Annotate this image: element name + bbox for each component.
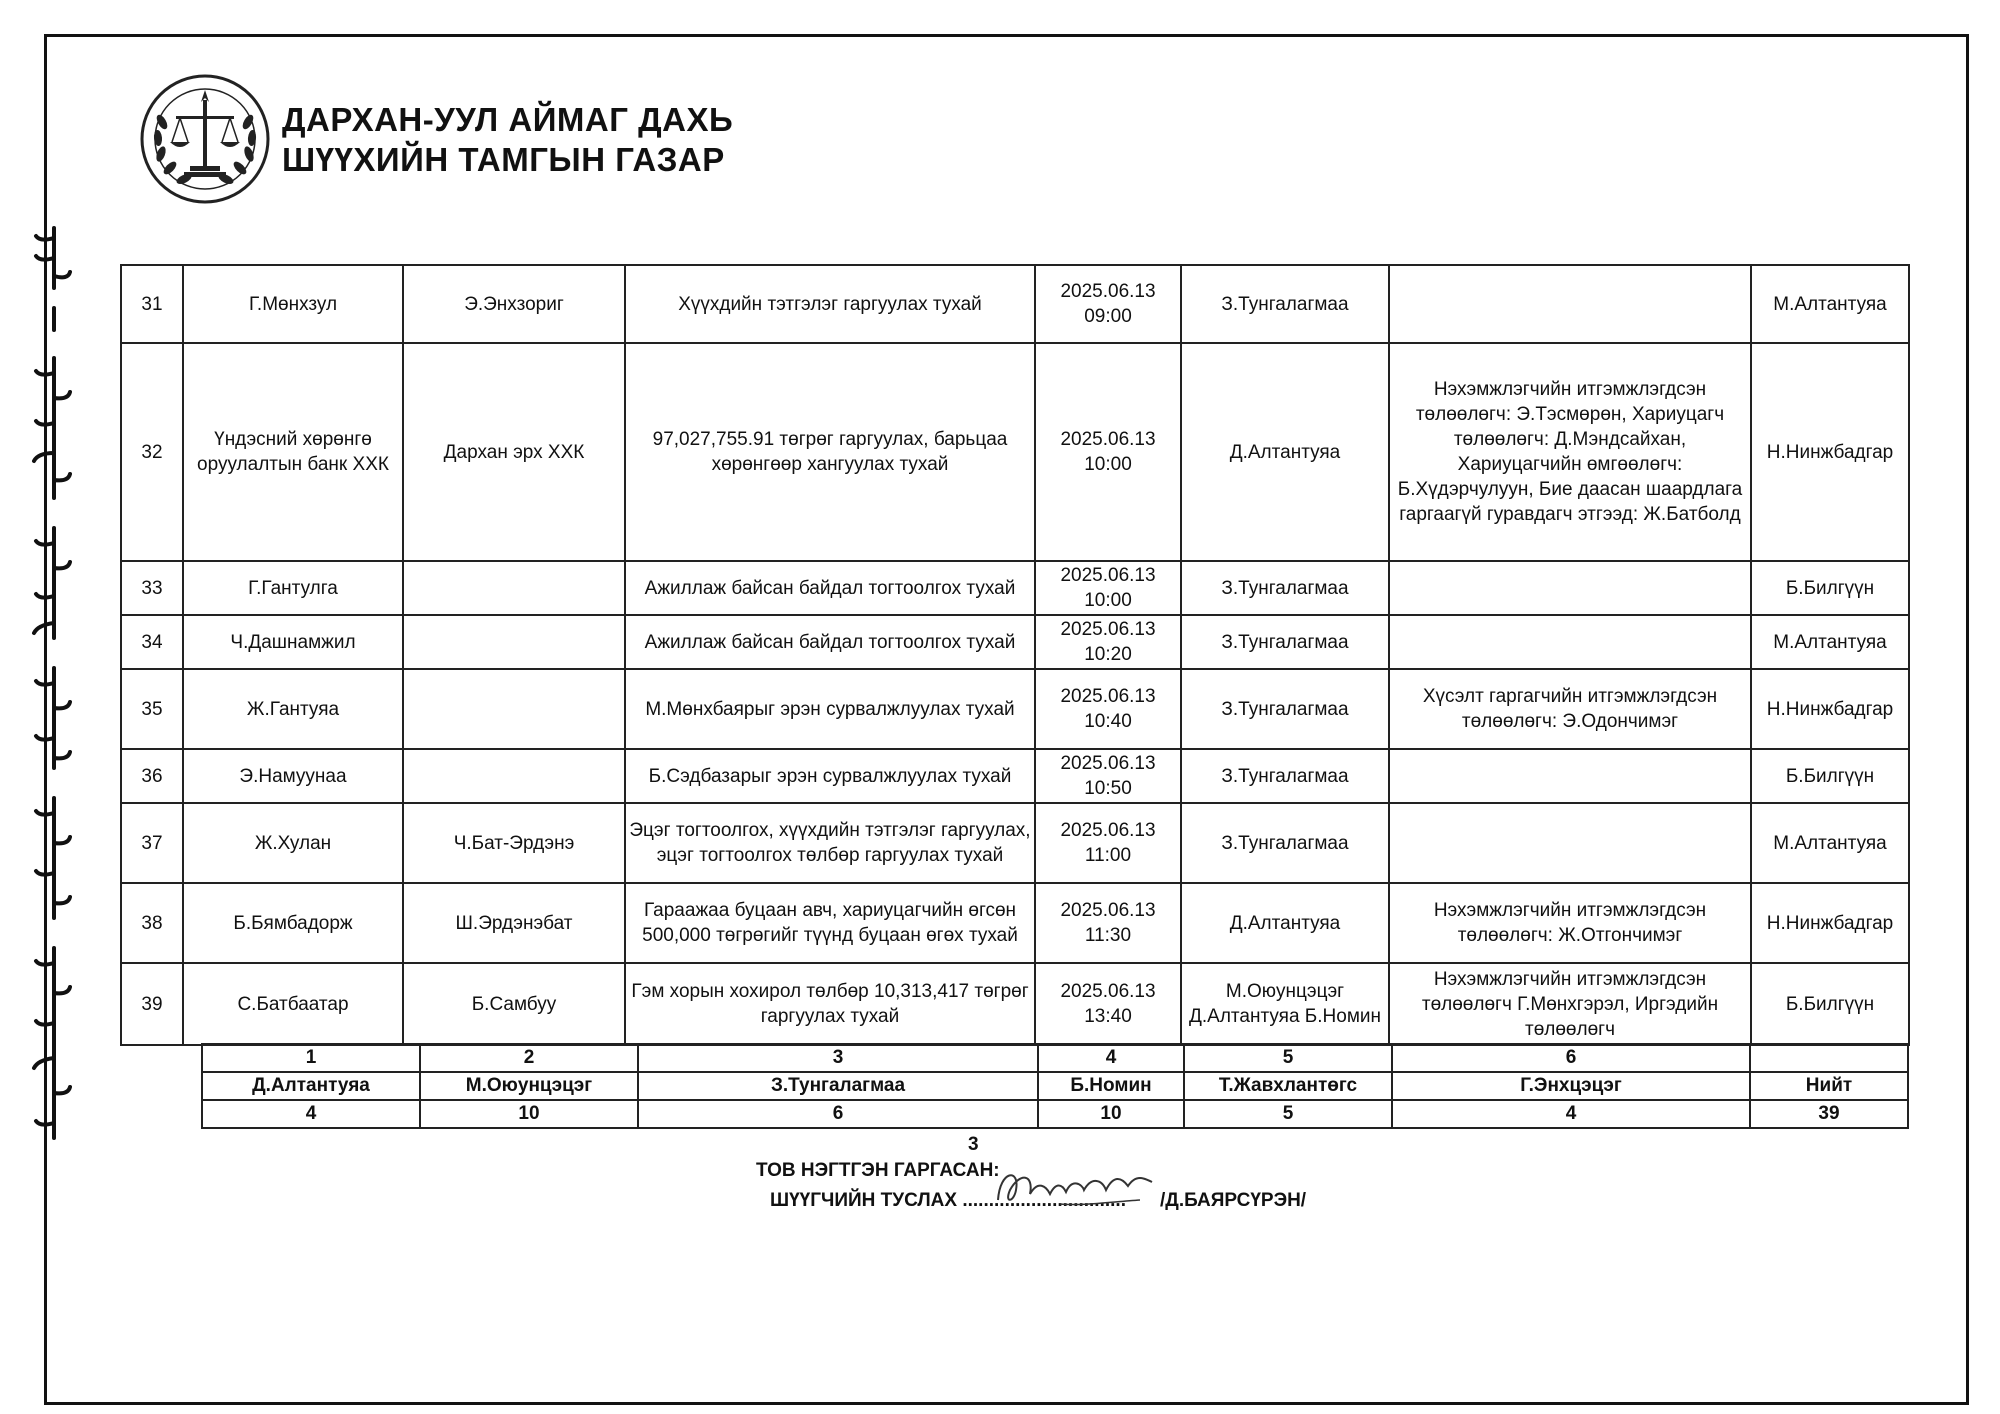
hearing-time: 09:00 bbox=[1084, 306, 1132, 327]
plaintiff-cell: Ж.Гантуяа bbox=[183, 669, 403, 749]
judge-cell: З.Тунгалагмаа bbox=[1181, 561, 1389, 615]
subject-cell: Б.Сэдбазарыг эрэн сурвалжлуулах тухай bbox=[625, 749, 1035, 803]
hearing-date: 2025.06.13 bbox=[1060, 753, 1156, 774]
hearing-datetime-cell bbox=[1035, 561, 1181, 615]
extra-number: 3 bbox=[968, 1134, 979, 1155]
subject-cell: 97,027,755.91 төгрөг гаргуулах, барьцаа хөрөнгөөр хангуулах тухай bbox=[625, 343, 1035, 561]
participants-cell: Нэхэмжлэгчийн итгэмжлэгдсэн төлөөлөгч: Э.Тэсмөрөн, Хариуцагч төлөөлөгч: Д.Мэндсайхан, Хариуцагчийн өмгөөлөгч: Б.Хүдэрчулуун, Бие даасан шаардлага гаргаагүй гуравдагч этгээд: Ж.Батболд bbox=[1389, 343, 1751, 561]
summary-row-counts bbox=[140, 1100, 1908, 1128]
hearing-date: 2025.06.13 bbox=[1060, 820, 1156, 841]
judge-cell: М.Оюунцэцэг Д.Алтантуяа Б.Номин bbox=[1181, 963, 1389, 1045]
defendant-cell bbox=[403, 561, 625, 615]
table-row bbox=[121, 963, 1909, 1045]
participants-cell: Хүсэлт гаргагчийн итгэмжлэгдсэн төлөөлөгч: Э.Одончимэг bbox=[1389, 669, 1751, 749]
participants-cell: Нэхэмжлэгчийн итгэмжлэгдсэн төлөөлөгч Г.Мөнхгэрэл, Иргэдийн төлөөлөгч bbox=[1389, 963, 1751, 1045]
assistant-cell: Б.Билгүүн bbox=[1751, 963, 1909, 1045]
no-cell: 33 bbox=[121, 561, 183, 615]
plaintiff-cell: С.Батбаатар bbox=[183, 963, 403, 1045]
judge-cell: З.Тунгалагмаа bbox=[1181, 615, 1389, 669]
hearing-time: 10:20 bbox=[1084, 644, 1132, 665]
subject-cell: Ажиллаж байсан байдал тогтоолгох тухай bbox=[625, 615, 1035, 669]
subject-cell: Гэм хорын хохирол төлбөр 10,313,417 төгрөг гаргуулах тухай bbox=[625, 963, 1035, 1045]
summary-counts-cell: 5 bbox=[1184, 1100, 1392, 1128]
table-row bbox=[121, 615, 1909, 669]
defendant-cell bbox=[403, 669, 625, 749]
assistant-cell: Н.Нинжбадгар bbox=[1751, 669, 1909, 749]
hearing-datetime-cell bbox=[1035, 669, 1181, 749]
assistant-cell: Б.Билгүүн bbox=[1751, 561, 1909, 615]
assistant-cell: Н.Нинжбадгар bbox=[1751, 883, 1909, 963]
plaintiff-cell: Г.Гантулга bbox=[183, 561, 403, 615]
hearing-date: 2025.06.13 bbox=[1060, 619, 1156, 640]
hearing-time: 10:00 bbox=[1084, 454, 1132, 475]
participants-cell bbox=[1389, 615, 1751, 669]
plaintiff-cell: Үндэсний хөрөнгө оруулалтын банк ХХК bbox=[183, 343, 403, 561]
summary-spacer-cell bbox=[140, 1044, 202, 1128]
summary-judges-cell: Т.Жавхлантөгс bbox=[1184, 1072, 1392, 1100]
hearing-datetime-cell bbox=[1035, 265, 1181, 343]
judge-cell: З.Тунгалагмаа bbox=[1181, 749, 1389, 803]
hearing-date: 2025.06.13 bbox=[1060, 429, 1156, 450]
judge-cell: Д.Алтантуяа bbox=[1181, 883, 1389, 963]
assistant-name: /Д.БАЯРСҮРЭН/ bbox=[1160, 1190, 1307, 1211]
participants-cell bbox=[1389, 749, 1751, 803]
subject-cell: Эцэг тогтоолгох, хүүхдийн тэтгэлэг гаргуулах, эцэг тогтоолгох төлбөр гаргуулах тухай bbox=[625, 803, 1035, 883]
plaintiff-cell: Ч.Дашнамжил bbox=[183, 615, 403, 669]
summary-counts-cell: 4 bbox=[1392, 1100, 1750, 1128]
assistant-cell: М.Алтантуяа bbox=[1751, 803, 1909, 883]
summary-row-indexes bbox=[140, 1044, 1908, 1072]
summary-indexes-cell: 3 bbox=[638, 1044, 1038, 1072]
summary-indexes-cell: 4 bbox=[1038, 1044, 1184, 1072]
organization-name bbox=[282, 100, 733, 180]
assistant-cell: Н.Нинжбадгар bbox=[1751, 343, 1909, 561]
assistant-label: ШҮҮГЧИЙН ТУСЛАХ ............................... bbox=[770, 1190, 1126, 1211]
org-line-1: ДАРХАН-УУЛ АЙМАГ ДАХЬ bbox=[282, 101, 734, 138]
compiled-label: ТОВ НЭГТГЭН ГАРГАСАН: bbox=[756, 1160, 1000, 1181]
judge-cell: З.Тунгалагмаа bbox=[1181, 669, 1389, 749]
plaintiff-cell: Г.Мөнхзул bbox=[183, 265, 403, 343]
hearing-time: 10:40 bbox=[1084, 711, 1132, 732]
no-cell: 37 bbox=[121, 803, 183, 883]
summary-counts-cell: 10 bbox=[420, 1100, 638, 1128]
no-cell: 31 bbox=[121, 265, 183, 343]
assistant-cell: М.Алтантуяа bbox=[1751, 265, 1909, 343]
summary-counts-cell: 10 bbox=[1038, 1100, 1184, 1128]
defendant-cell: Б.Самбуу bbox=[403, 963, 625, 1045]
hearing-time: 13:40 bbox=[1084, 1006, 1132, 1027]
summary-judges-cell: Б.Номин bbox=[1038, 1072, 1184, 1100]
org-line-2: ШҮҮХИЙН ТАМГЫН ГАЗАР bbox=[282, 141, 725, 178]
summary-counts-cell: 4 bbox=[202, 1100, 420, 1128]
hearing-date: 2025.06.13 bbox=[1060, 281, 1156, 302]
summary-judges-cell: Нийт bbox=[1750, 1072, 1908, 1100]
summary-indexes-cell bbox=[1750, 1044, 1908, 1072]
summary-counts-cell: 39 bbox=[1750, 1100, 1908, 1128]
hearing-datetime-cell bbox=[1035, 803, 1181, 883]
table-row bbox=[121, 343, 1909, 561]
defendant-cell: Дархан эрх ХХК bbox=[403, 343, 625, 561]
subject-cell: Хүүхдийн тэтгэлэг гаргуулах тухай bbox=[625, 265, 1035, 343]
subject-cell: М.Мөнхбаярыг эрэн сурвалжлуулах тухай bbox=[625, 669, 1035, 749]
subject-cell: Ажиллаж байсан байдал тогтоолгох тухай bbox=[625, 561, 1035, 615]
mongolian-script-vertical-text bbox=[14, 218, 84, 1148]
defendant-cell: Ш.Эрдэнэбат bbox=[403, 883, 625, 963]
handwritten-signature-icon bbox=[990, 1160, 1160, 1212]
summary-indexes-cell: 1 bbox=[202, 1044, 420, 1072]
participants-cell bbox=[1389, 561, 1751, 615]
assistant-cell: Б.Билгүүн bbox=[1751, 749, 1909, 803]
no-cell: 32 bbox=[121, 343, 183, 561]
defendant-cell bbox=[403, 749, 625, 803]
table-row bbox=[121, 883, 1909, 963]
hearing-datetime-cell bbox=[1035, 963, 1181, 1045]
judge-cell: З.Тунгалагмаа bbox=[1181, 803, 1389, 883]
summary-judges-cell: Д.Алтантуяа bbox=[202, 1072, 420, 1100]
no-cell: 35 bbox=[121, 669, 183, 749]
judge-cell: З.Тунгалагмаа bbox=[1181, 265, 1389, 343]
participants-cell: Нэхэмжлэгчийн итгэмжлэгдсэн төлөөлөгч: Ж.Отгончимэг bbox=[1389, 883, 1751, 963]
summary-judges-cell: Г.Энхцэцэг bbox=[1392, 1072, 1750, 1100]
table-row bbox=[121, 803, 1909, 883]
court-schedule-table bbox=[120, 264, 1910, 1046]
summary-row-judges bbox=[140, 1072, 1908, 1100]
plaintiff-cell: Э.Намуунаа bbox=[183, 749, 403, 803]
subject-cell: Гараажаа буцаан авч, хариуцагчийн өгсөн 500,000 төгрөгийг түүнд буцаан өгөх тухай bbox=[625, 883, 1035, 963]
judge-summary-table bbox=[140, 1043, 1909, 1129]
scales-of-justice-emblem-icon bbox=[138, 72, 272, 206]
plaintiff-cell: Ж.Хулан bbox=[183, 803, 403, 883]
summary-judges-cell: З.Тунгалагмаа bbox=[638, 1072, 1038, 1100]
plaintiff-cell: Б.Бямбадорж bbox=[183, 883, 403, 963]
no-cell: 36 bbox=[121, 749, 183, 803]
hearing-date: 2025.06.13 bbox=[1060, 981, 1156, 1002]
defendant-cell: Э.Энхзориг bbox=[403, 265, 625, 343]
defendant-cell bbox=[403, 615, 625, 669]
summary-counts-cell: 6 bbox=[638, 1100, 1038, 1128]
hearing-time: 10:00 bbox=[1084, 590, 1132, 611]
hearing-time: 10:50 bbox=[1084, 778, 1132, 799]
summary-indexes-cell: 6 bbox=[1392, 1044, 1750, 1072]
hearing-date: 2025.06.13 bbox=[1060, 900, 1156, 921]
hearing-date: 2025.06.13 bbox=[1060, 686, 1156, 707]
summary-indexes-cell: 2 bbox=[420, 1044, 638, 1072]
no-cell: 39 bbox=[121, 963, 183, 1045]
schedule-rows bbox=[121, 265, 1909, 1045]
table-row bbox=[121, 561, 1909, 615]
summary-indexes-cell: 5 bbox=[1184, 1044, 1392, 1072]
table-row bbox=[121, 669, 1909, 749]
summary-rows bbox=[140, 1044, 1908, 1128]
participants-cell bbox=[1389, 803, 1751, 883]
hearing-datetime-cell bbox=[1035, 883, 1181, 963]
no-cell: 34 bbox=[121, 615, 183, 669]
hearing-datetime-cell bbox=[1035, 615, 1181, 669]
hearing-datetime-cell bbox=[1035, 749, 1181, 803]
hearing-datetime-cell bbox=[1035, 343, 1181, 561]
table-row bbox=[121, 265, 1909, 343]
judge-cell: Д.Алтантуяа bbox=[1181, 343, 1389, 561]
hearing-time: 11:30 bbox=[1084, 925, 1132, 946]
summary-judges-cell: М.Оюунцэцэг bbox=[420, 1072, 638, 1100]
assistant-cell: М.Алтантуяа bbox=[1751, 615, 1909, 669]
participants-cell bbox=[1389, 265, 1751, 343]
hearing-date: 2025.06.13 bbox=[1060, 565, 1156, 586]
hearing-time: 11:00 bbox=[1084, 845, 1132, 866]
no-cell: 38 bbox=[121, 883, 183, 963]
table-row bbox=[121, 749, 1909, 803]
defendant-cell: Ч.Бат-Эрдэнэ bbox=[403, 803, 625, 883]
